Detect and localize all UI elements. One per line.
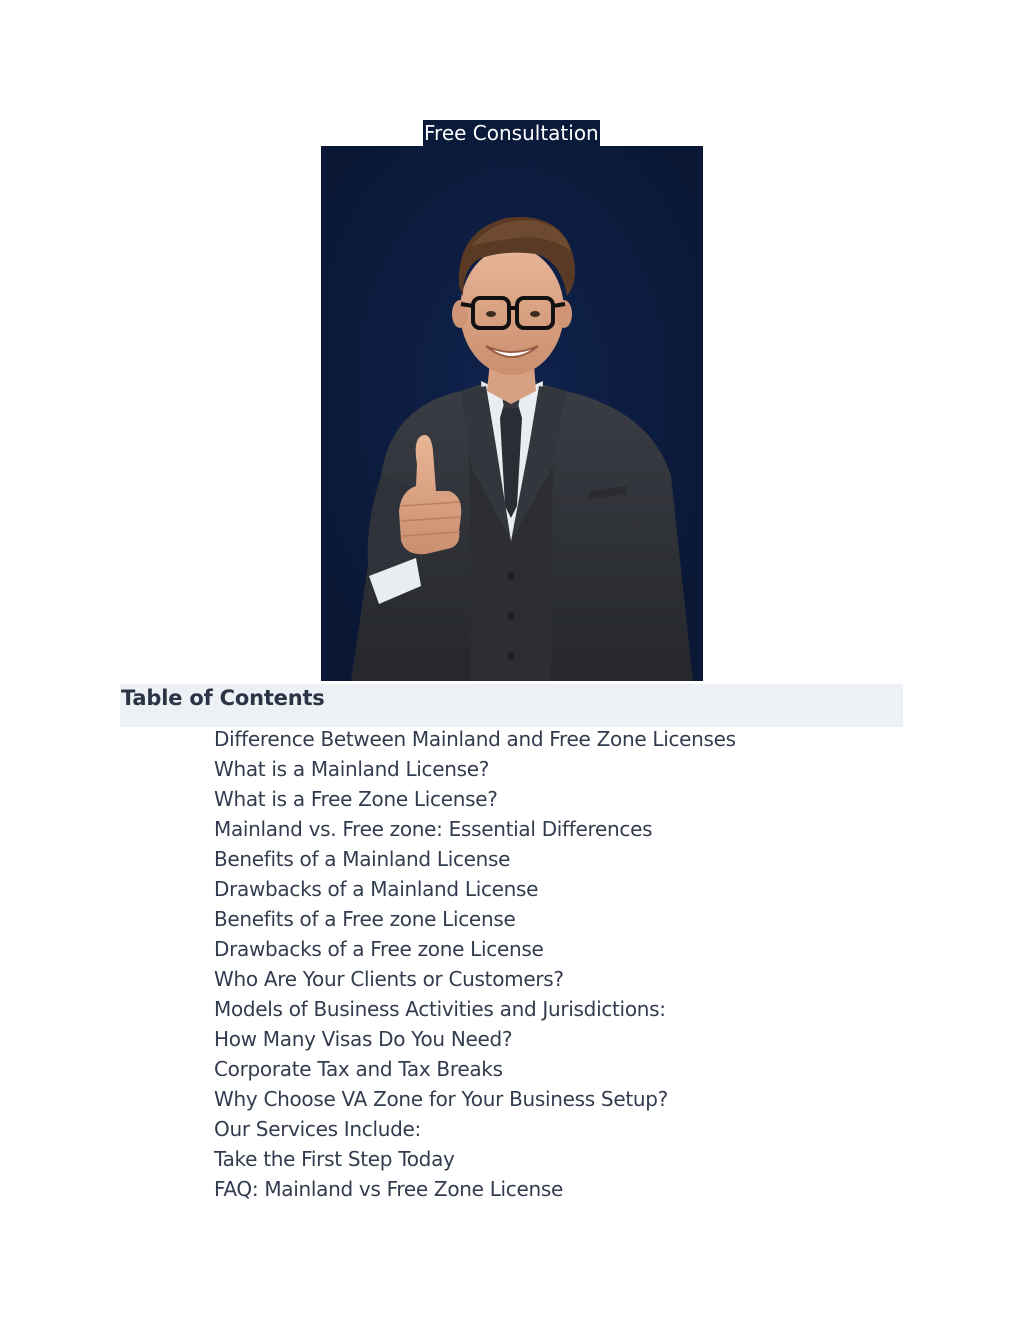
toc-item[interactable]	[214, 904, 736, 934]
toc-item[interactable]	[214, 874, 736, 904]
toc-link[interactable]: How Many Visas Do You Need?	[214, 1027, 513, 1051]
toc-item[interactable]	[214, 934, 736, 964]
toc-link[interactable]: FAQ: Mainland vs Free Zone License	[214, 1177, 564, 1201]
toc-list	[214, 724, 736, 1204]
toc-item[interactable]	[214, 784, 736, 814]
toc-link[interactable]: Benefits of a Mainland License	[214, 847, 511, 871]
toc-item[interactable]	[214, 1024, 736, 1054]
toc-title: Table of Contents	[121, 686, 325, 710]
toc-item[interactable]	[214, 964, 736, 994]
toc-link[interactable]: Drawbacks of a Free zone License	[214, 937, 544, 961]
toc-header	[120, 684, 903, 727]
toc-item[interactable]	[214, 1144, 736, 1174]
toc-link[interactable]: What is a Free Zone License?	[214, 787, 498, 811]
toc-link[interactable]: What is a Mainland License?	[214, 757, 490, 781]
toc-link[interactable]: Take the First Step Today	[214, 1147, 455, 1171]
toc-item[interactable]	[214, 754, 736, 784]
toc-link[interactable]: Our Services Include:	[214, 1117, 421, 1141]
toc-link[interactable]: Who Are Your Clients or Customers?	[214, 967, 564, 991]
hero-image	[321, 146, 703, 681]
toc-item[interactable]	[214, 994, 736, 1024]
toc-link[interactable]: Corporate Tax and Tax Breaks	[214, 1057, 503, 1081]
toc-item[interactable]	[214, 814, 736, 844]
toc-link[interactable]: Models of Business Activities and Jurisdictions:	[214, 997, 666, 1021]
toc-link[interactable]: Benefits of a Free zone License	[214, 907, 516, 931]
toc-item[interactable]	[214, 1054, 736, 1084]
businessman-thumbs-up-illustration	[321, 146, 703, 681]
toc-item[interactable]	[214, 844, 736, 874]
free-consultation-button[interactable]: Free Consultation	[424, 121, 599, 145]
toc-item[interactable]	[214, 1114, 736, 1144]
toc-item[interactable]	[214, 1084, 736, 1114]
toc-item[interactable]	[214, 724, 736, 754]
toc-link[interactable]: Drawbacks of a Mainland License	[214, 877, 539, 901]
toc-link[interactable]: Difference Between Mainland and Free Zone Licenses	[214, 727, 736, 751]
toc-link[interactable]: Mainland vs. Free zone: Essential Differences	[214, 817, 653, 841]
toc-link[interactable]: Why Choose VA Zone for Your Business Setup?	[214, 1087, 668, 1111]
toc-item[interactable]	[214, 1174, 736, 1204]
